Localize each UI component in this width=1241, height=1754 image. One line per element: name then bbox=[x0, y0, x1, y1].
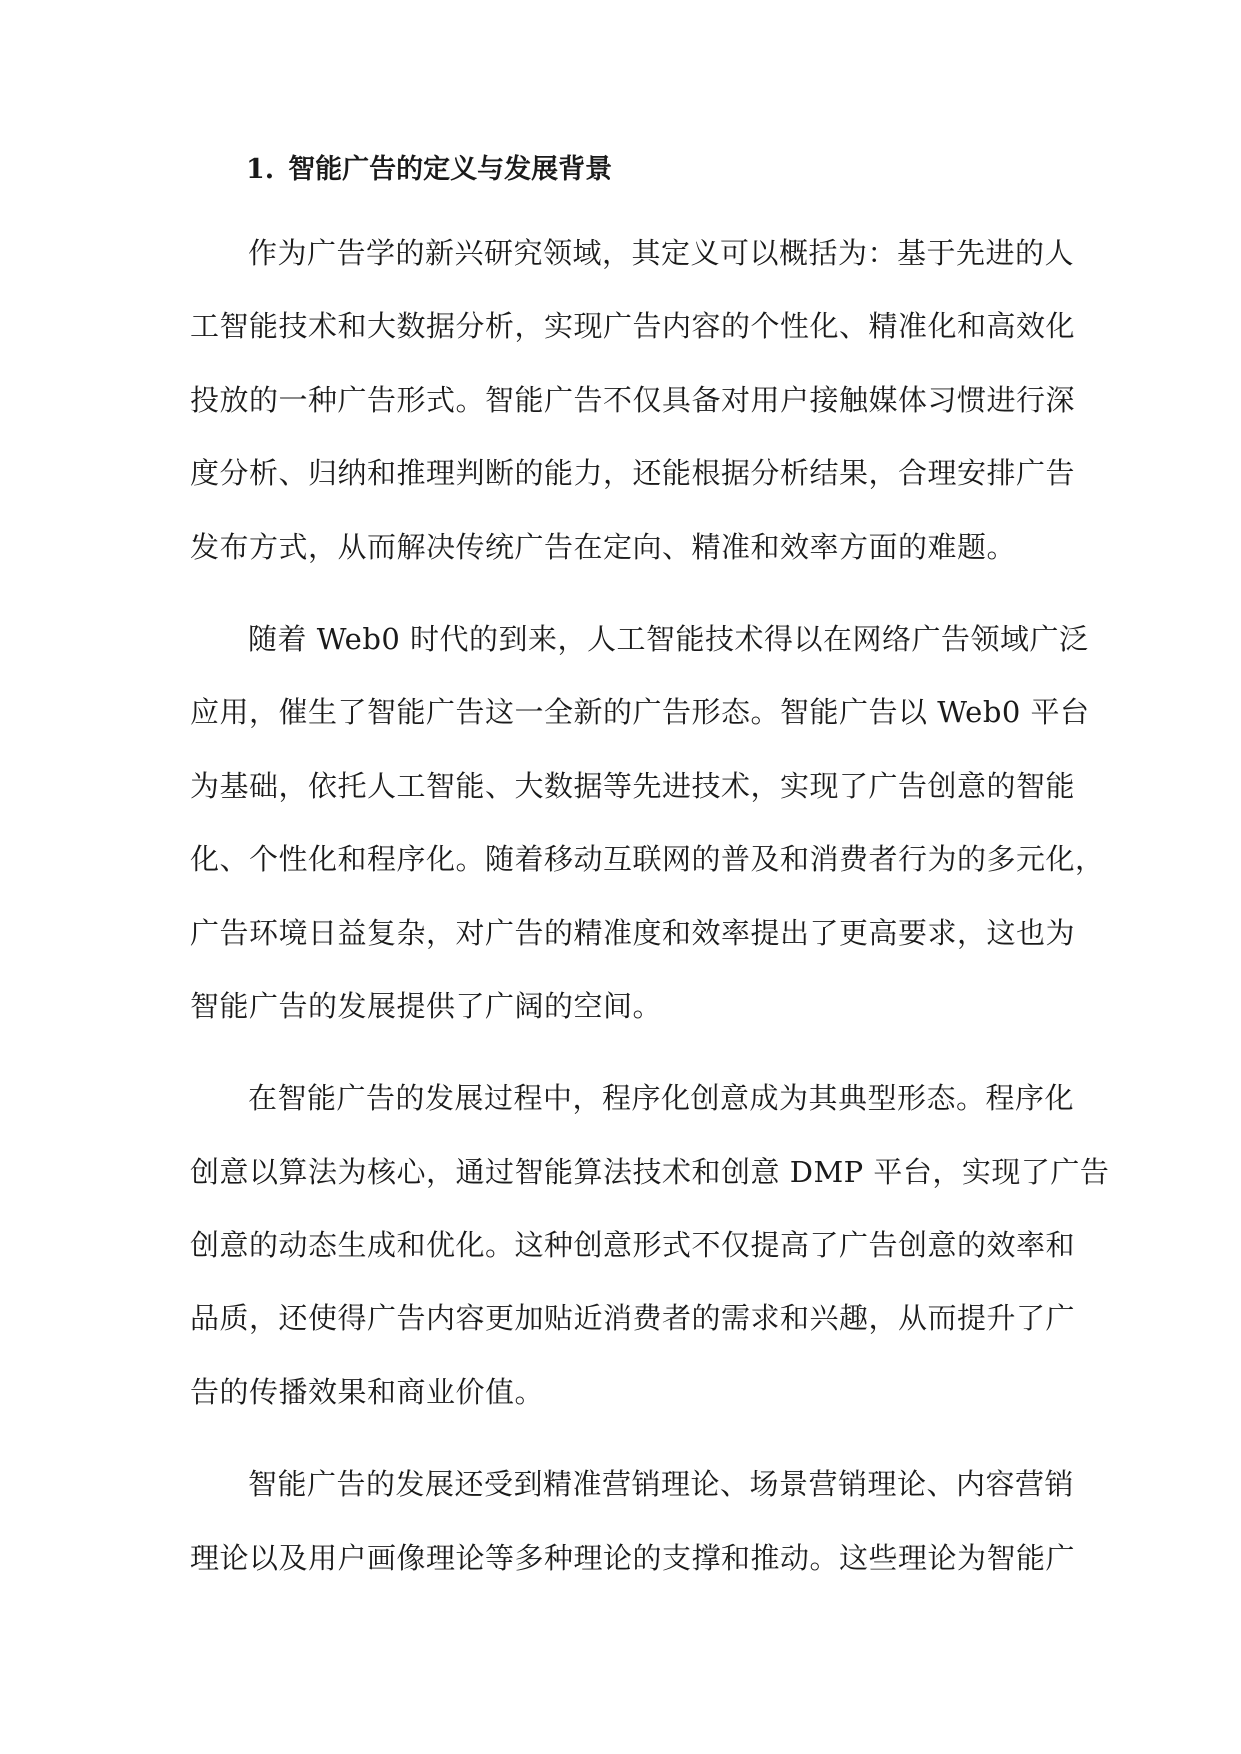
paragraph bbox=[190, 217, 1076, 584]
paragraphs bbox=[190, 217, 1110, 1595]
text-line: 工智能技术和大数据分析，实现广告内容的个性化、精准化和高效化 bbox=[190, 309, 1076, 344]
paragraph bbox=[190, 1062, 1110, 1429]
text-line: 创意以算法为核心，通过智能算法技术和创意 DMP 平台，实现了广告 bbox=[190, 1154, 1110, 1189]
section-heading bbox=[190, 142, 1060, 198]
text-line: 应用，催生了智能广告这一全新的广告形态。智能广告以 Web0 平台 bbox=[190, 695, 1090, 730]
text-line: 创意的动态生成和优化。这种创意形式不仅提高了广告创意的效率和 bbox=[190, 1228, 1076, 1263]
text-line: 广告环境日益复杂，对广告的精准度和效率提出了更高要求，这也为 bbox=[190, 915, 1076, 950]
paragraph bbox=[190, 603, 1105, 1043]
text-line: 在智能广告的发展过程中，程序化创意成为其典型形态。程序化 bbox=[248, 1081, 1075, 1116]
section-title: 智能广告的定义与发展背景 bbox=[288, 154, 613, 185]
section-number: 1. bbox=[246, 154, 275, 185]
text-line: 品质，还使得广告内容更加贴近消费者的需求和兴趣，从而提升了广 bbox=[190, 1301, 1076, 1336]
text-line: 化、个性化和程序化。随着移动互联网的普及和消费者行为的多元化， bbox=[190, 842, 1105, 877]
text-line: 随着 Web0 时代的到来，人工智能技术得以在网络广告领域广泛 bbox=[248, 621, 1089, 656]
document-body bbox=[190, 142, 1110, 1595]
text-line: 作为广告学的新兴研究领域，其定义可以概括为：基于先进的人 bbox=[248, 236, 1075, 270]
text-line: 智能广告的发展提供了广阔的空间。 bbox=[190, 988, 663, 1023]
text-line: 发布方式，从而解决传统广告在定向、精准和效率方面的难题。 bbox=[190, 529, 1017, 564]
text-line: 度分析、归纳和推理判断的能力，还能根据分析结果，合理安排广告 bbox=[190, 456, 1076, 491]
text-line: 智能广告的发展还受到精准营销理论、场景营销理论、内容营销 bbox=[248, 1467, 1075, 1502]
text-line: 投放的一种广告形式。智能广告不仅具备对用户接触媒体习惯进行深 bbox=[190, 382, 1076, 417]
paragraph bbox=[190, 1448, 1076, 1595]
text-line: 为基础，依托人工智能、大数据等先进技术，实现了广告创意的智能 bbox=[190, 768, 1076, 803]
text-line: 理论以及用户画像理论等多种理论的支撑和推动。这些理论为智能广 bbox=[190, 1540, 1076, 1575]
text-line: 告的传播效果和商业价值。 bbox=[190, 1374, 545, 1409]
